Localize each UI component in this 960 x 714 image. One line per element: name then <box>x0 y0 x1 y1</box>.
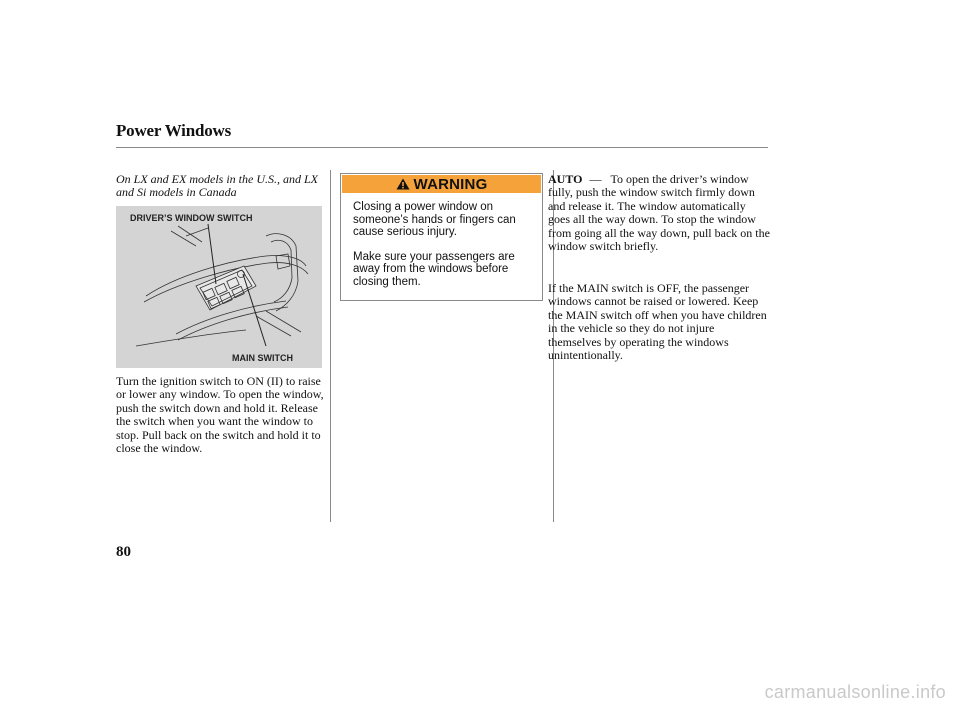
page-number: 80 <box>116 544 131 560</box>
warning-title: WARNING <box>413 175 488 193</box>
window-switch-illustration <box>116 206 322 368</box>
warning-header <box>342 175 541 193</box>
auto-heading: AUTO <box>548 172 583 186</box>
warning-text-passengers: Make sure your passengers are away from the windows before closing them. <box>353 250 515 288</box>
driver-window-switch-label: DRIVER’S WINDOW SWITCH <box>130 213 253 223</box>
page-title: Power Windows <box>116 121 232 140</box>
title-rule <box>116 147 768 148</box>
main-switch-label: MAIN SWITCH <box>232 353 293 363</box>
auto-section <box>548 173 770 253</box>
figure-caption: On LX and EX models in the U.S., and LX and Si models in Canada <box>116 172 318 199</box>
auto-dash: — <box>589 172 602 186</box>
auto-text: To open the driver’s window fully, push the window switch firmly down and release it. The window automatically goes all the way down. To stop the window from going all the way down, pull back on the window switch briefly. <box>548 172 770 254</box>
warning-text-injury: Closing a power window on someone’s hands or fingers can cause serious injury. <box>353 201 516 239</box>
warning-box <box>340 173 543 301</box>
main-switch-paragraph: If the MAIN switch is OFF, the passenger windows cannot be raised or lowered. Keep the MAIN switch off when you have children in the vehicle so they do not injure themselves by operating the windows unintentionally. <box>548 281 767 363</box>
warning-triangle-icon <box>396 178 410 190</box>
column-divider-left <box>330 170 331 522</box>
watermark: carmanualsonline.info <box>764 682 946 702</box>
door-panel-drawing <box>116 206 322 368</box>
ignition-instructions: Turn the ignition switch to ON (II) to raise or lower any window. To open the window, push the switch down and hold it. Release the switch when you want the window to stop. Pull back on the switch and hold it to close the window. <box>116 374 324 456</box>
auto-paragraph <box>548 173 770 253</box>
